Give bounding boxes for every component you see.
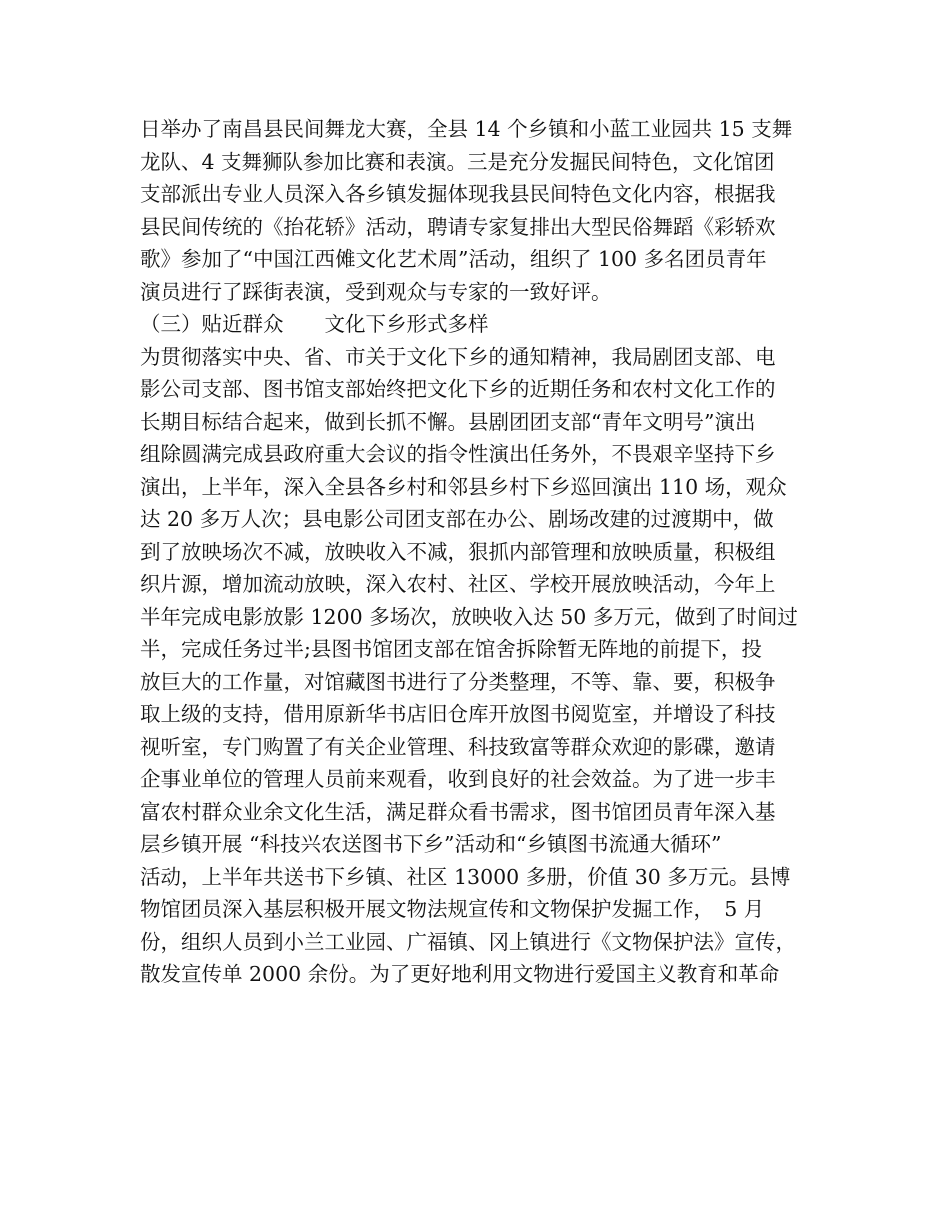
text-line: 物馆团员深入基层积极开展文物法规宣传和文物保护发掘工作， 5 月 — [140, 897, 765, 921]
text-line: 层乡镇开展 “科技兴农送图书下乡”活动和“乡镇图书流通大循环” — [140, 832, 722, 856]
text-line: 半年完成电影放影 1200 多场次，放映收入达 50 多万元，做到了时间过 — [140, 604, 798, 629]
text-line: 日举办了南昌县民间舞龙大赛，全县 14 个乡镇和小蓝工业园共 15 支舞 — [140, 117, 793, 141]
text-line: 份，组织人员到小兰工业园、广福镇、冈上镇进行《文物保护法》宣传， — [140, 929, 796, 954]
text-line: 演员进行了踩街表演，受到观众与专家的一致好评。 — [140, 279, 612, 304]
text-line: 富农村群众业余文化生活，满足群众看书需求，图书馆团员青年深入基 — [140, 799, 776, 824]
text-line: 歌》参加了“中国江西傩文化艺术周”活动，组织了 100 多名团员青年 — [140, 247, 767, 271]
text-line: 长期目标结合起来，做到长抓不懈。县剧团团支部“青年文明号”演出 — [140, 409, 756, 434]
text-line: 为贯彻落实中央、省、市关于文化下乡的通知精神，我局剧团支部、电 — [140, 344, 776, 369]
text-line: 取上级的支持，借用原新华书店旧仓库开放图书阅览室，并增设了科技 — [140, 702, 776, 726]
text-line: 组除圆满完成县政府重大会议的指令性演出任务外，不畏艰辛坚持下乡 — [140, 442, 776, 466]
text-line: 影公司支部、图书馆支部始终把文化下乡的近期任务和农村文化工作的 — [140, 377, 776, 401]
text-line: 县民间传统的《抬花轿》活动，聘请专家复排出大型民俗舞蹈《彩轿欢 — [140, 214, 776, 239]
text-line: 织片源，增加流动放映，深入农村、社区、学校开展放映活动，今年上 — [140, 572, 776, 596]
text-line: 支部派出专业人员深入各乡镇发掘体现我县民间特色文化内容，根据我 — [140, 182, 776, 206]
text-line: 放巨大的工作量，对馆藏图书进行了分类整理，不等、靠、要，积极争 — [140, 669, 776, 694]
text-line: 演出，上半年，深入全县各乡村和邻县乡村下乡巡回演出 110 场，观众 — [140, 474, 787, 499]
text-line: 到了放映场次不减，放映收入不减，狠抓内部管理和放映质量，积极组 — [140, 539, 776, 564]
body-text — [140, 113, 820, 991]
text-line: 活动，上半年共送书下乡镇、社区 13000 多册，价值 30 多万元。县博 — [140, 864, 791, 889]
text-line: 视听室，专门购置了有关企业管理、科技致富等群众欢迎的影碟，邀请 — [140, 734, 776, 759]
text-line: 达 20 多万人次；县电影公司团支部在办公、剧场改建的过渡期中，做 — [140, 507, 774, 531]
text-line: 龙队、4 支舞狮队参加比赛和表演。三是充分发掘民间特色，文化馆团 — [140, 149, 775, 174]
section-heading: （三）贴近群众 文化下乡形式多样 — [140, 312, 489, 336]
text-line: 企事业单位的管理人员前来观看，收到良好的社会效益。为了进一步丰 — [140, 767, 776, 791]
text-line: 半，完成任务过半;县图书馆团支部在馆舍拆除暂无阵地的前提下，投 — [140, 637, 762, 661]
text-line: 散发宣传单 2000 余份。为了更好地利用文物进行爱国主义教育和革命 — [140, 962, 780, 986]
